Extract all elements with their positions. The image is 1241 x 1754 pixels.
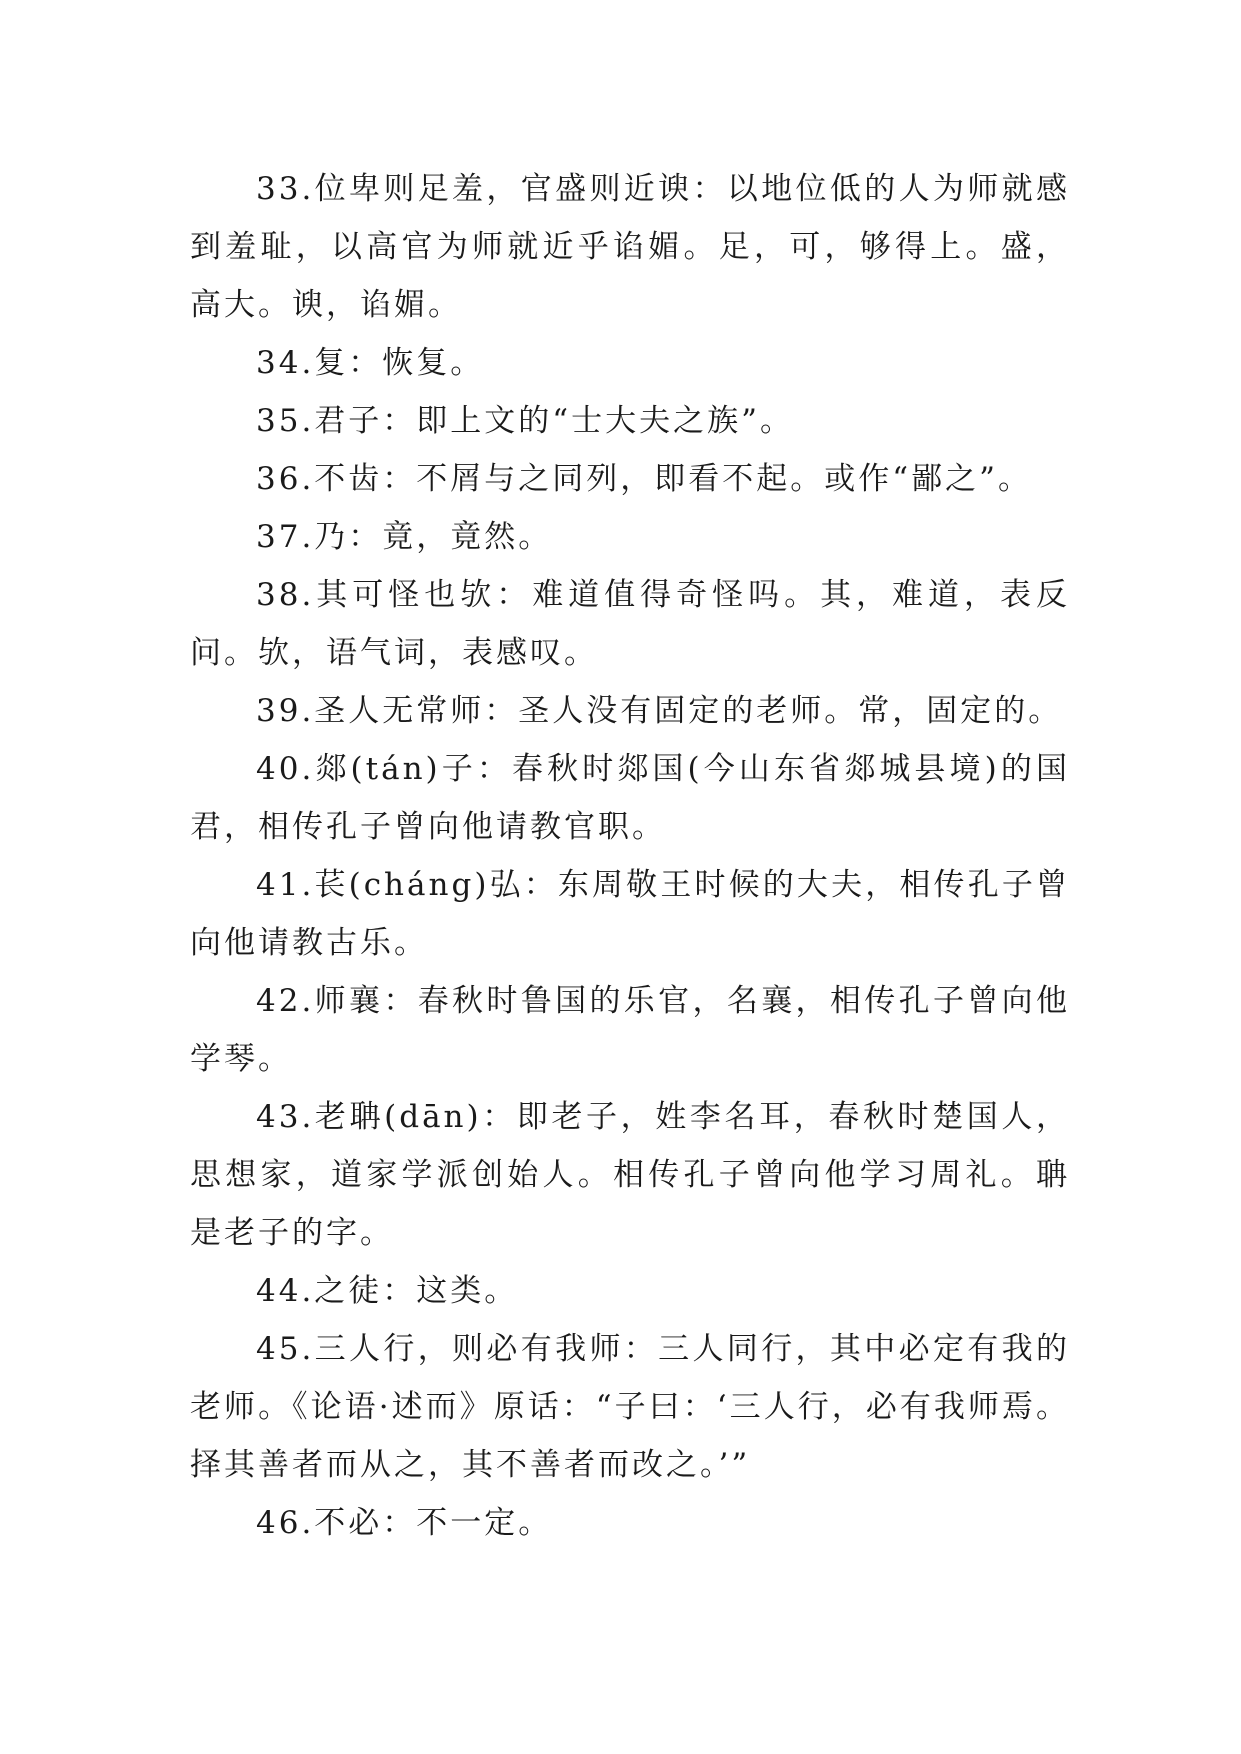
annotation-45: 45.三人行，则必有我师：三人同行，其中必定有我的老师。《论语·述而》原话：“子曰：‘三人行，必有我师焉。择其善者而从之，其不善者而改之。’”	[190, 1331, 1070, 1483]
annotation-38: 38.其可怪也欤：难道值得奇怪吗。其，难道，表反问。欤，语气词，表感叹。	[190, 577, 1070, 671]
annotation-46: 46.不必：不一定。	[256, 1505, 553, 1541]
annotation-40: 40.郯(tán)子：春秋时郯国(今山东省郯城县境)的国君，相传孔子曾向他请教官职。	[190, 751, 1070, 845]
annotation-39: 39.圣人无常师：圣人没有固定的老师。常，固定的。	[256, 693, 1063, 729]
annotation-43: 43.老聃(dān)：即老子，姓李名耳，春秋时楚国人，思想家，道家学派创始人。相传孔子曾向他学习周礼。聃是老子的字。	[190, 1099, 1070, 1251]
annotation-44: 44.之徒：这类。	[256, 1273, 519, 1309]
annotation-37: 37.乃：竟，竟然。	[256, 519, 553, 555]
annotation-34: 34.复：恢复。	[256, 345, 485, 381]
annotation-33: 33.位卑则足羞，官盛则近谀：以地位低的人为师就感到羞耻，以高官为师就近乎谄媚。足，可，够得上。盛，高大。谀，谄媚。	[190, 171, 1070, 323]
annotation-list	[190, 160, 1070, 1552]
annotation-42: 42.师襄：春秋时鲁国的乐官，名襄，相传孔子曾向他学琴。	[190, 983, 1070, 1077]
annotation-36: 36.不齿：不屑与之同列，即看不起。或作“鄙之”。	[256, 461, 1032, 497]
annotation-35: 35.君子：即上文的“士大夫之族”。	[256, 403, 794, 439]
annotation-41: 41.苌(cháng)弘：东周敬王时候的大夫，相传孔子曾向他请教古乐。	[190, 867, 1070, 961]
